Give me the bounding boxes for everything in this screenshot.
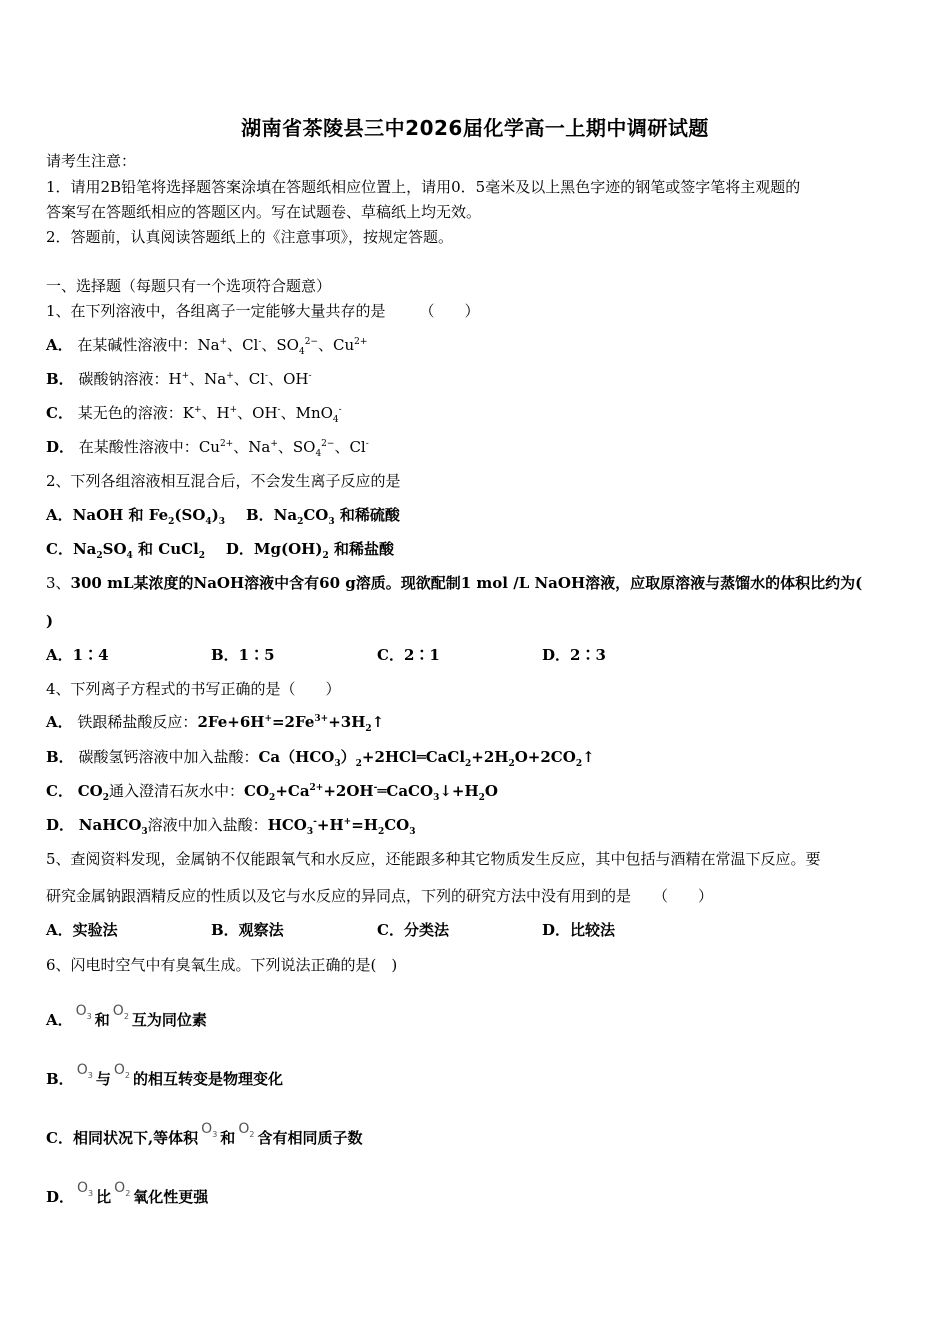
- question-5-option-a: A．实验法: [46, 921, 118, 939]
- question-3-option-d: D．2∶3: [542, 646, 606, 664]
- question-6-option-b: B． $O_3$ 与 $O_2$ 的相互转变是物理变化: [46, 1062, 283, 1088]
- question-4-stem: 4、下列离子方程式的书写正确的是（ ）: [46, 680, 341, 698]
- question-6-option-c: C．相同状况下,等体积 $O_3$ 和 $O_2$ 含有相同质子数: [46, 1121, 363, 1147]
- question-3-option-a: A．1∶4: [46, 646, 109, 664]
- question-2-stem: 2、下列各组溶液相互混合后，不会发生离子反应的是: [46, 472, 401, 490]
- section-heading: 一、选择题（每题只有一个选项符合题意）: [46, 277, 332, 295]
- question-3-option-b: B．1∶5: [211, 646, 275, 664]
- question-6-stem: 6、闪电时空气中有臭氧生成。下列说法正确的是( ): [46, 956, 398, 974]
- question-5-option-b: B．观察法: [211, 921, 284, 939]
- question-4-option-b: B． 碳酸氢钙溶液中加入盐酸：$Ca(HCO_3)_2+2HCl═CaCl_2+2H_2O+2CO_2↑$: [46, 748, 595, 769]
- question-1-stem: 1、在下列溶液中，各组离子一定能够大量共存的是 （ ）: [46, 302, 480, 320]
- question-6-option-d: D． $O_3$ 比 $O_2$ 氧化性更强: [46, 1180, 209, 1206]
- question-6-option-a: A． $O_3$ 和 $O_2$ 互为同位素: [46, 1003, 207, 1029]
- question-5-option-d: D．比较法: [542, 921, 616, 939]
- question-1-option-c: C． 某无色的溶液：K+、H+、OH-、MnO$_4$-: [46, 404, 342, 425]
- question-4-option-c: C． $CO_2$通入澄清石灰水中：$CO_2+Ca^{2+}+2OH^-═CaCO_3↓+H_2O$: [46, 782, 498, 803]
- question-1-option-d: D． 在某酸性溶液中：$Cu^{2+}$、Na+、$SO_4^{2-}$、Cl-: [46, 438, 369, 459]
- question-1-option-b: B． 碳酸钠溶液：H+、Na+、Cl-、OH-: [46, 370, 312, 388]
- question-2-options-cd: C．$Na_2SO_4$ 和 CuCl$_2$ D．$Mg(OH)_2$ 和稀盐酸: [46, 540, 394, 561]
- question-3-option-c: C．2∶1: [377, 646, 440, 664]
- notice-item-1b: 答案写在答题纸相应的答题区内。写在试题卷、草稿纸上均无效。: [46, 203, 482, 221]
- question-5-stem: 5、查阅资料发现，金属钠不仅能跟氧气和水反应，还能跟多种其它物质发生反应，其中包括与酒精在常温下反应。要: [46, 850, 821, 868]
- question-4-option-a: A． 铁跟稀盐酸反应：$2Fe+6H^+=2Fe^{3+}+3H_2↑$: [46, 713, 385, 734]
- question-4-option-d: D． NaHCO$_3$溶液中加入盐酸：$HCO_3^-+H^+=H_2CO_3$: [46, 816, 416, 837]
- notice-item-2: 2．答题前，认真阅读答题纸上的《注意事项》，按规定答题。: [46, 228, 454, 246]
- notice-item-1a: 1．请用2B铅笔将选择题答案涂填在答题纸相应位置上，请用0．5毫米及以上黑色字迹的钢笔或签字笔将主观题的: [46, 178, 801, 196]
- question-5-stem-cont: 研究金属钠跟酒精反应的性质以及它与水反应的异同点，下列的研究方法中没有用到的是 （ ）: [46, 887, 714, 905]
- notice-heading: 请考生注意：: [46, 152, 137, 170]
- question-1-option-a: A． 在某碱性溶液中：Na+、Cl-、$SO_4^{2-}$、$Cu^{2+}$: [46, 336, 368, 357]
- question-2-options-ab: A．NaOH 和 $Fe_2(SO_4)_3$ B．$Na_2CO_3$ 和稀硫酸: [46, 506, 400, 527]
- question-3-stem-cont: ): [46, 612, 54, 630]
- question-3-stem: 3、300 mL某浓度的NaOH溶液中含有60 g溶质。现欲配制1 mol /L NaOH溶液，应取原溶液与蒸馏水的体积比约为(: [46, 574, 863, 592]
- page-title: 湖南省茶陵县三中2026届化学高一上期中调研试题: [241, 116, 709, 140]
- question-5-option-c: C．分类法: [377, 921, 449, 939]
